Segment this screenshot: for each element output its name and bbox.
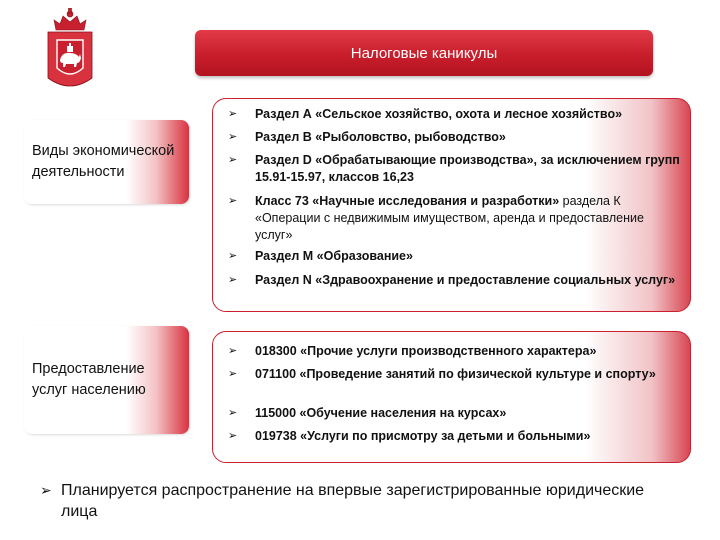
list-item: ➢ Класс 73 «Научные исследования и разработки» раздела К «Операции с недвижимым имуществом, аренда и предоставление услуг»: [228, 194, 644, 242]
services-category-label: Предоставление услуг населению: [32, 361, 146, 398]
list-item: ➢ Раздел В «Рыболовство, рыбоводство»: [228, 130, 506, 144]
bullet-arrow-icon: ➢: [228, 274, 238, 286]
bullet-arrow-icon: ➢: [228, 154, 238, 166]
list-item: ➢ 071100 «Проведение занятий по физической культуре и спорту»: [228, 367, 656, 381]
bullet-arrow-icon: ➢: [228, 108, 238, 120]
list-item: ➢ Раздел А «Сельское хозяйство, охота и лесное хозяйство»: [228, 107, 623, 121]
page-title: Налоговые каникулы: [350, 44, 498, 62]
bullet-arrow-icon: ➢: [228, 368, 238, 380]
bullet-arrow-icon: ➢: [228, 195, 238, 207]
list-item: ➢ 018300 «Прочие услуги производственного характера»: [228, 344, 597, 358]
footer-text: Планируется распространение на впервые зарегистрированные юридические лица: [61, 482, 645, 520]
bullet-arrow-icon: ➢: [228, 407, 238, 419]
bullet-arrow-icon: ➢: [228, 430, 238, 442]
list-item: ➢ 115000 «Обучение населения на курсах»: [228, 406, 507, 420]
list-item: ➢ Раздел М «Образование»: [228, 249, 413, 263]
bullet-arrow-icon: ➢: [228, 250, 238, 262]
bullet-arrow-icon: ➢: [40, 482, 52, 498]
activities-category-box: [24, 120, 189, 204]
title-bar: [195, 30, 653, 76]
list-item: ➢ Раздел D «Обрабатывающие производства», за исключением групп 15.91-15.97, классов 16,23: [228, 153, 680, 184]
list-item: ➢ Раздел N «Здравоохранение и предоставление социальных услуг»: [228, 273, 676, 287]
list-item: ➢ 019738 «Услуги по присмотру за детьми и больными»: [228, 429, 591, 443]
coat-of-arms-icon: [44, 8, 96, 96]
services-category-box: [24, 326, 189, 434]
bullet-arrow-icon: ➢: [228, 345, 238, 357]
footer-note: [40, 480, 680, 522]
bullet-arrow-icon: ➢: [228, 131, 238, 143]
activities-category-label: Виды экономической деятельности: [32, 143, 175, 180]
